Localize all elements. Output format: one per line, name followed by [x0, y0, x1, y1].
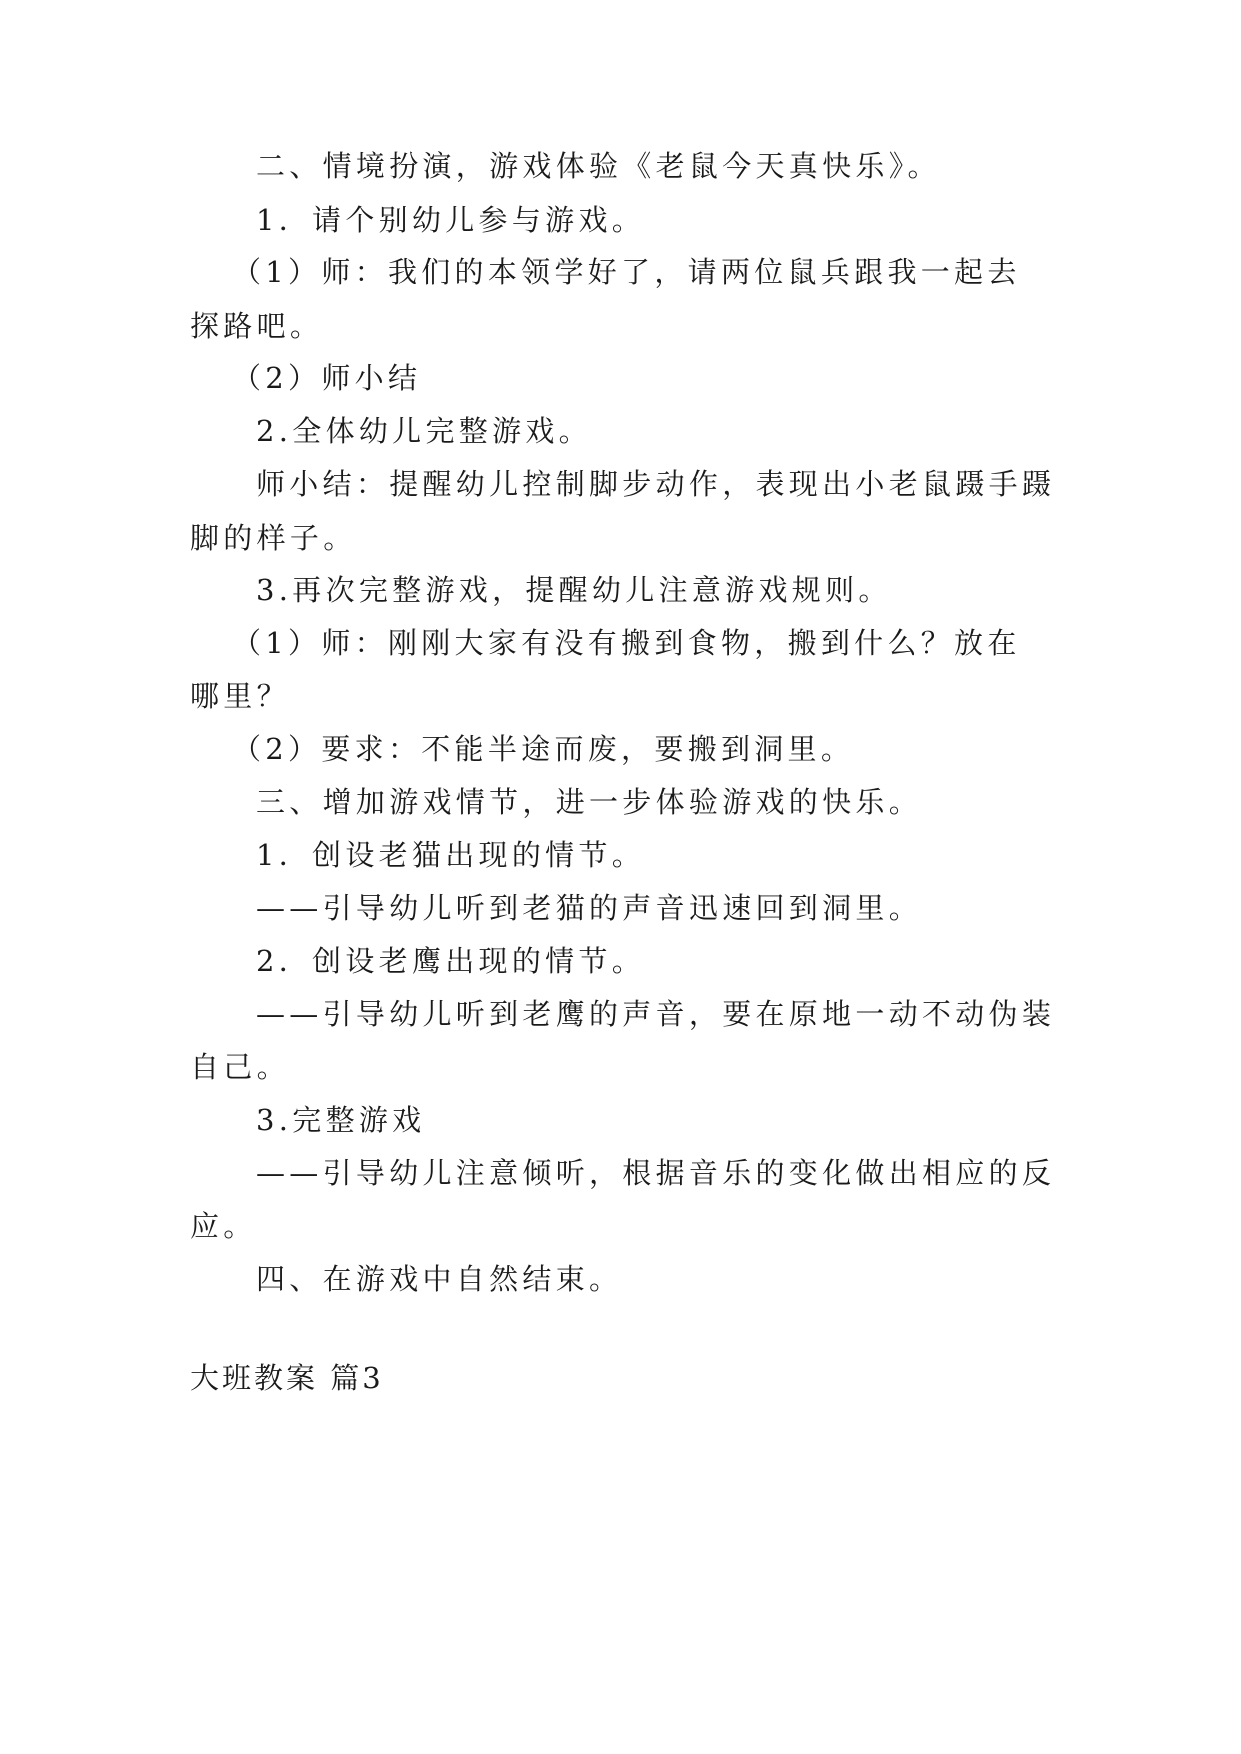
paragraph-line: 1．创设老猫出现的情节。: [256, 838, 646, 872]
paragraph-line: 2．创设老鹰出现的情节。: [256, 944, 646, 978]
paragraph-line: 探路吧。: [190, 309, 324, 343]
paragraph-line: 3.再次完整游戏，提醒幼儿注意游戏规则。: [256, 573, 892, 607]
paragraph-line: （1）师：我们的本领学好了，请两位鼠兵跟我一起去: [232, 255, 1021, 289]
section-heading-4: 四、在游戏中自然结束。: [256, 1262, 623, 1296]
paragraph-line: 2.全体幼儿完整游戏。: [256, 414, 592, 448]
paragraph-line: （2）要求：不能半途而废，要搬到洞里。: [232, 732, 855, 766]
paragraph-line: ——引导幼儿听到老猫的声音迅速回到洞里。: [256, 891, 923, 925]
paragraph-line: 应。: [190, 1209, 257, 1243]
paragraph-line: 1．请个别幼儿参与游戏。: [256, 203, 646, 237]
paragraph-line: ——引导幼儿听到老鹰的声音，要在原地一动不动伪装: [256, 997, 1056, 1031]
paragraph-line: 3.完整游戏: [256, 1103, 426, 1137]
paragraph-line: 师小结：提醒幼儿控制脚步动作，表现出小老鼠蹑手蹑: [256, 467, 1056, 501]
paragraph-line: （2）师小结: [232, 361, 422, 395]
paragraph-line: （1）师：刚刚大家有没有搬到食物，搬到什么？放在: [232, 626, 1021, 660]
paragraph-line: 脚的样子。: [190, 521, 357, 555]
section-heading-3: 三、增加游戏情节，进一步体验游戏的快乐。: [256, 785, 923, 819]
paragraph-line: 哪里？: [190, 679, 290, 713]
document-section-title: 大班教案 篇3: [190, 1361, 384, 1395]
paragraph-line: ——引导幼儿注意倾听，根据音乐的变化做出相应的反: [256, 1156, 1056, 1190]
paragraph-line: 自己。: [190, 1050, 290, 1084]
section-heading-2: 二、情境扮演，游戏体验《老鼠今天真快乐》。: [256, 149, 941, 183]
